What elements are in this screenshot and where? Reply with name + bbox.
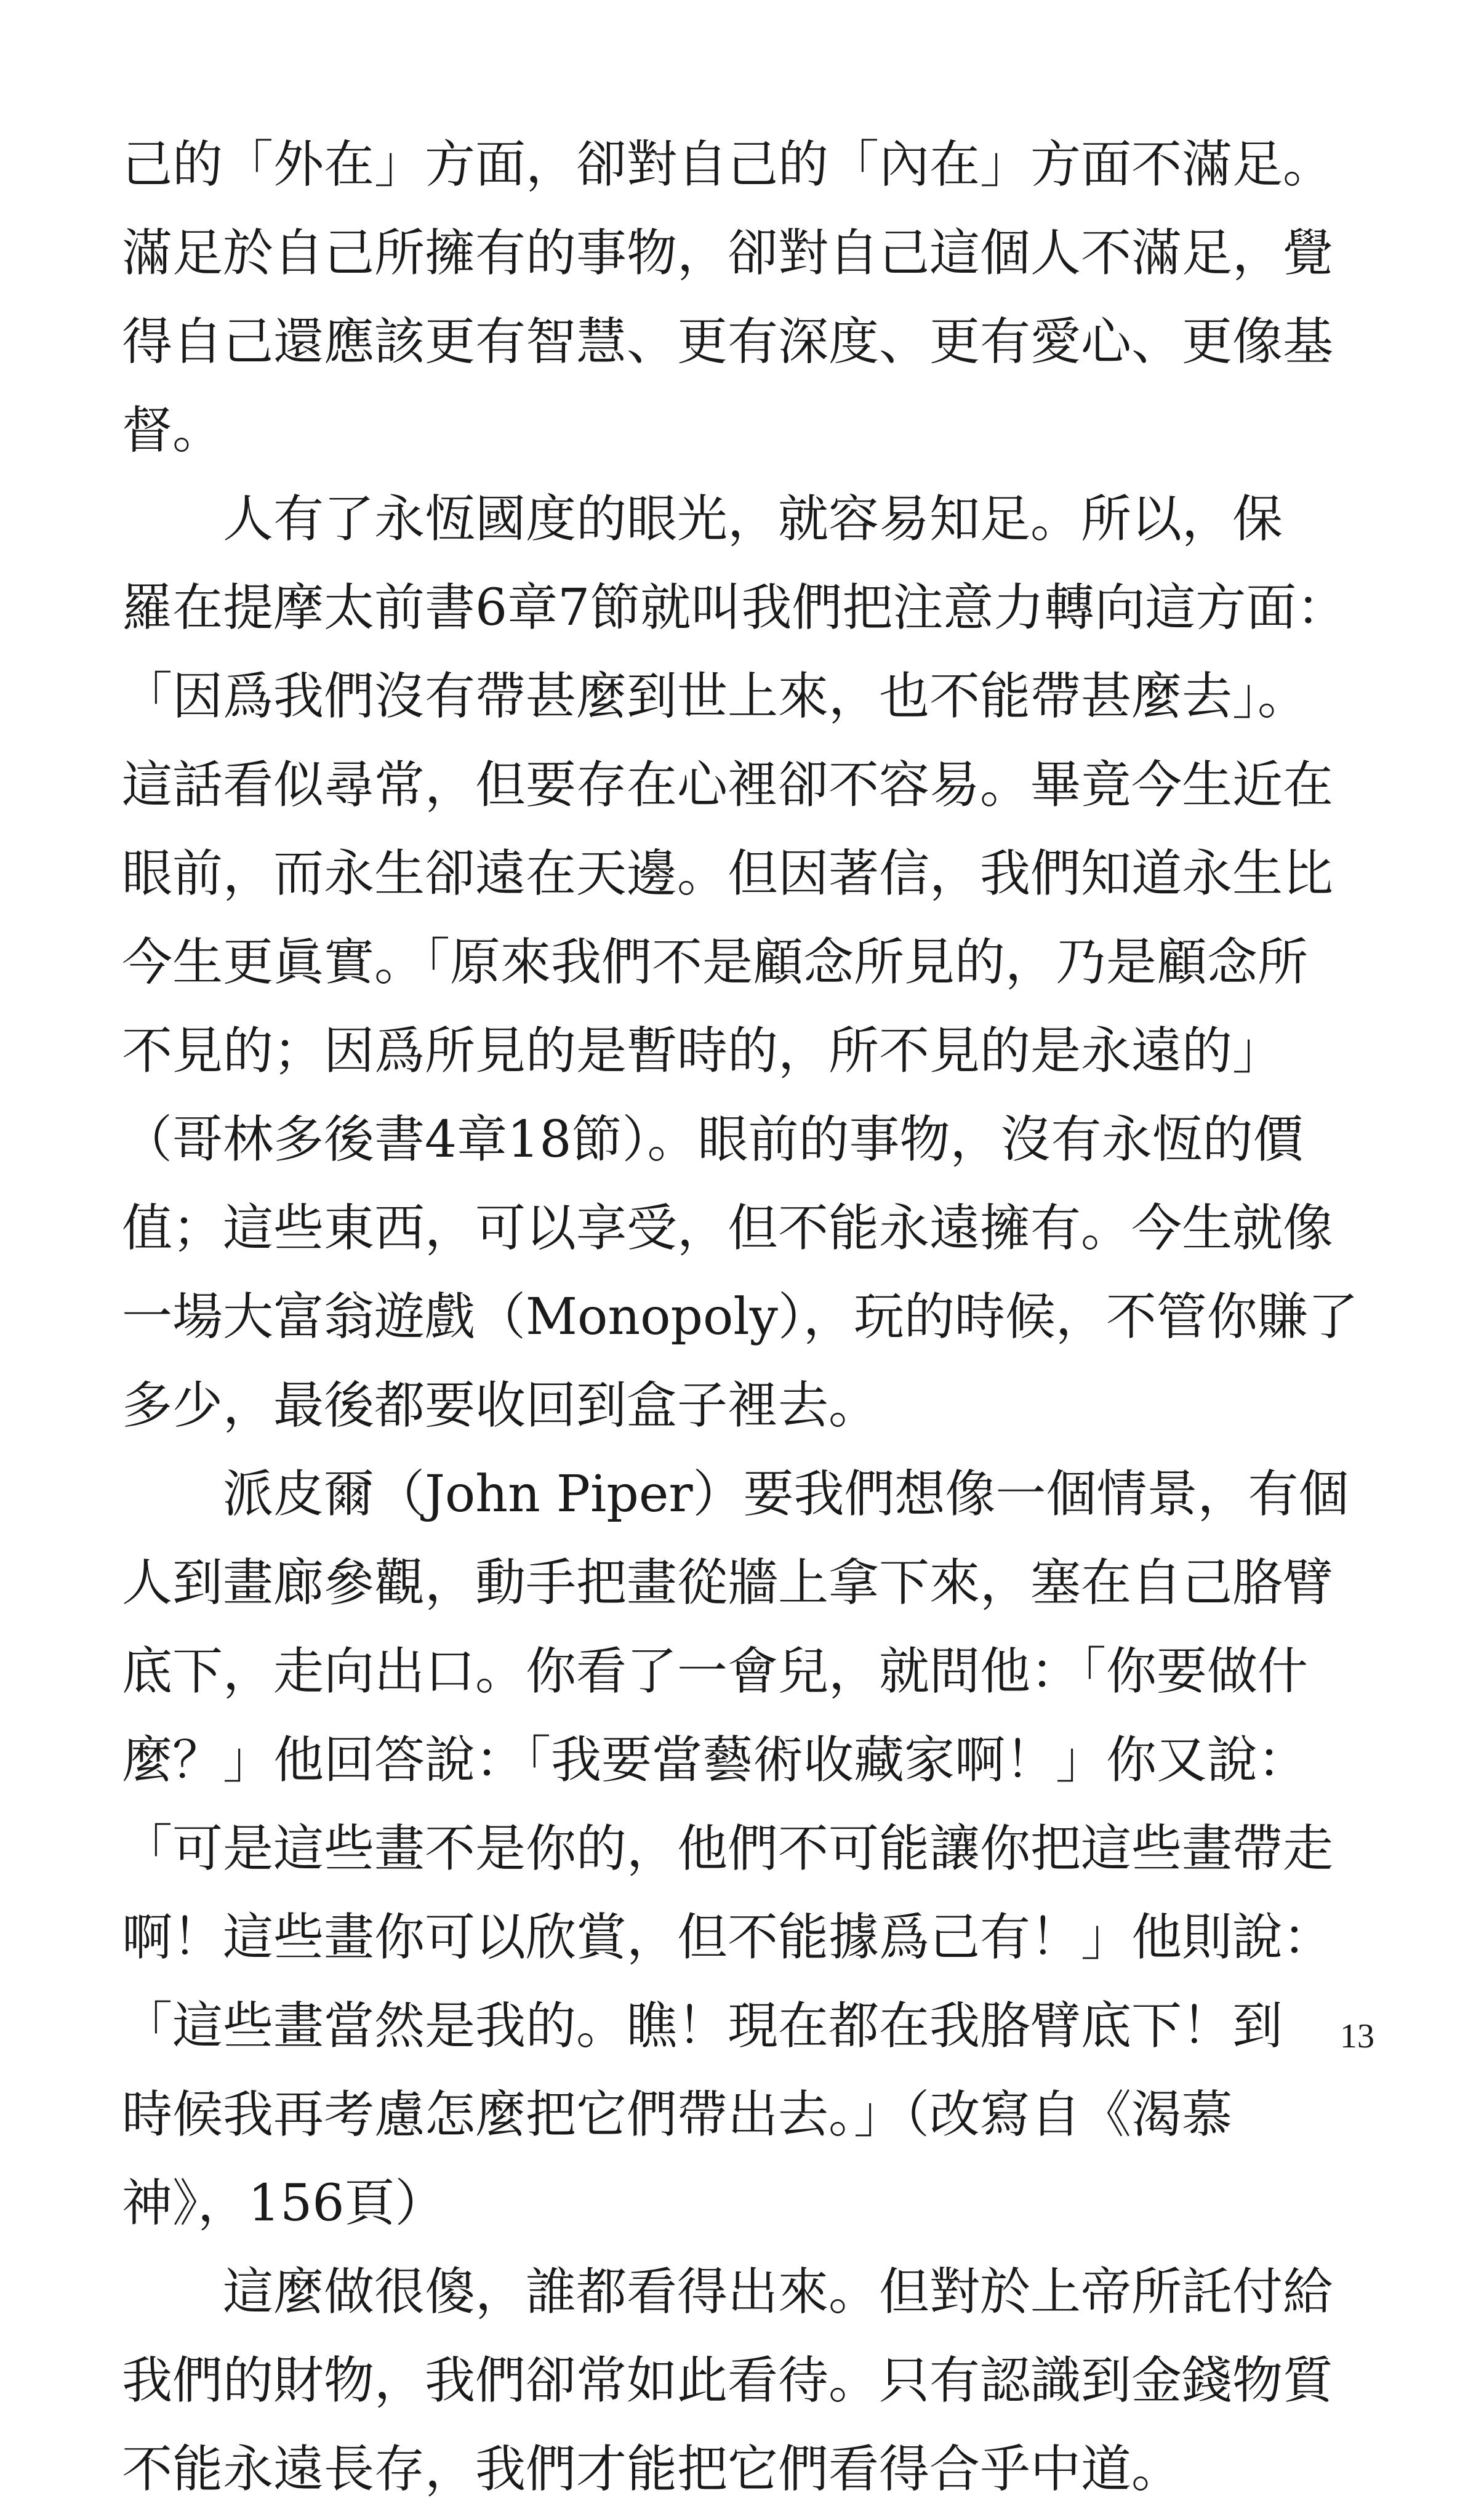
text-line: 我們的財物，我們卻常如此看待。只有認識到金錢物質 bbox=[122, 2351, 1334, 2410]
text-line: 派皮爾（John Piper）要我們想像一個情景，有個 bbox=[122, 1465, 1349, 1524]
text-line: 眼前，而永生卻遠在天邊。但因著信，我們知道永生比 bbox=[122, 845, 1334, 903]
text-line: 時候我再考慮怎麼把它們帶出去。」（改寫自《渴慕 bbox=[122, 2086, 1233, 2144]
text-line: 神》，156頁） bbox=[122, 2174, 446, 2233]
text-line: 己的「外在」方面，卻對自己的「內在」方面不滿足。 bbox=[122, 135, 1334, 194]
text-line: 底下，走向出口。你看了一會兒，就問他：「你要做什 bbox=[122, 1642, 1309, 1701]
text-line: 人有了永恆國度的眼光，就容易知足。所以，保 bbox=[122, 490, 1283, 548]
text-line: 滿足於自己所擁有的事物，卻對自己這個人不滿足，覺 bbox=[122, 224, 1334, 283]
text-line: 麼？」他回答說：「我要當藝術收藏家啊！」你又說： bbox=[122, 1731, 1309, 1789]
text-line: 「因爲我們沒有帶甚麼到世上來，也不能帶甚麼去」。 bbox=[122, 667, 1309, 726]
text-line: 不見的；因爲所見的是暫時的，所不見的是永遠的」 bbox=[122, 1022, 1283, 1080]
text-line: 多少，最後都要收回到盒子裡去。 bbox=[122, 1376, 880, 1435]
text-line: 「這些畫當然是我的。瞧！現在都在我胳臂底下！到 bbox=[122, 1997, 1283, 2055]
body-text bbox=[122, 121, 1374, 2514]
text-line: 不能永遠長存，我們才能把它們看得合乎中道。 bbox=[122, 2440, 1182, 2499]
text-line: 啊！這些畫你可以欣賞，但不能據爲己有！」他則說： bbox=[122, 1908, 1334, 1967]
page-number: 13 bbox=[1340, 2017, 1374, 2055]
text-line: 值；這些東西，可以享受，但不能永遠擁有。今生就像 bbox=[122, 1199, 1334, 1258]
text-line: 羅在提摩太前書6章7節就叫我們把注意力轉向這方面： bbox=[122, 579, 1347, 637]
text-line: 一場大富翁遊戲（Monopoly），玩的時候，不管你賺了 bbox=[122, 1288, 1358, 1346]
text-line: 今生更眞實。「原來我們不是顧念所見的，乃是顧念所 bbox=[122, 933, 1309, 992]
text-line: 這話看似尋常，但要存在心裡卻不容易。畢竟今生近在 bbox=[122, 756, 1334, 814]
text-line: （哥林多後書4章18節）。眼前的事物，沒有永恆的價 bbox=[122, 1110, 1304, 1169]
text-line: 督。 bbox=[122, 401, 223, 460]
text-line: 「可是這些畫不是你的，他們不可能讓你把這些畫帶走 bbox=[122, 1820, 1334, 1878]
text-line: 得自己還應該更有智慧、更有深度、更有愛心、更像基 bbox=[122, 313, 1334, 371]
text-line: 這麼做很傻，誰都看得出來。但對於上帝所託付給 bbox=[122, 2263, 1334, 2321]
text-line: 人到畫廊參觀，動手把畫從牆上拿下來，塞在自己胳臂 bbox=[122, 1554, 1334, 1612]
